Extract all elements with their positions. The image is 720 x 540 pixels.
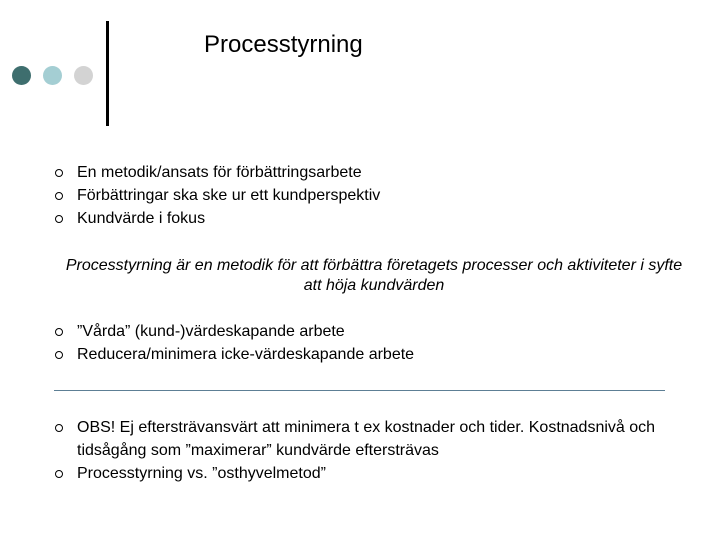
list-item-text: Processtyrning vs. ”osthyvelmetod” [77, 465, 326, 482]
hollow-circle-bullet-icon [55, 328, 63, 336]
list-item [54, 416, 720, 462]
list-item-text: Förbättringar ska ske ur ett kundperspektiv [77, 187, 381, 204]
list-item [54, 161, 380, 184]
bullet-list-top [54, 161, 380, 230]
hollow-circle-bullet-icon [55, 215, 63, 223]
bullet-list-bottom [54, 416, 720, 485]
slide-title: Processtyrning [204, 31, 363, 58]
list-item-text: En metodik/ansats för förbättringsarbete [77, 164, 362, 181]
list-item [54, 462, 720, 485]
definition-quote: Processtyrning är en metodik för att förbättra företagets processer och aktiviteter i syfte att höja kundvärden [65, 257, 683, 294]
list-item [54, 343, 414, 366]
decorative-dots [12, 66, 93, 85]
section-divider [54, 390, 665, 391]
hollow-circle-bullet-icon [55, 424, 63, 432]
hollow-circle-bullet-icon [55, 351, 63, 359]
list-item-text: OBS! Ej eftersträvansvärt att minimera t ex kostnader och tider. Kostnadsnivå och tidsågång som ”maximerar” kundvärde eftersträvas [77, 419, 656, 459]
hollow-circle-bullet-icon [55, 470, 63, 478]
hollow-circle-bullet-icon [55, 169, 63, 177]
list-item [54, 320, 414, 343]
dot-light-teal-icon [43, 66, 62, 85]
list-item [54, 207, 380, 230]
list-item [54, 184, 380, 207]
hollow-circle-bullet-icon [55, 192, 63, 200]
bullet-list-middle [54, 320, 414, 366]
dot-dark-teal-icon [12, 66, 31, 85]
dot-gray-icon [74, 66, 93, 85]
list-item-text: ”Vårda” (kund-)värdeskapande arbete [77, 323, 345, 340]
list-item-text: Reducera/minimera icke-värdeskapande arbete [77, 346, 415, 363]
title-vertical-rule [106, 21, 109, 126]
list-item-text: Kundvärde i fokus [77, 210, 206, 227]
